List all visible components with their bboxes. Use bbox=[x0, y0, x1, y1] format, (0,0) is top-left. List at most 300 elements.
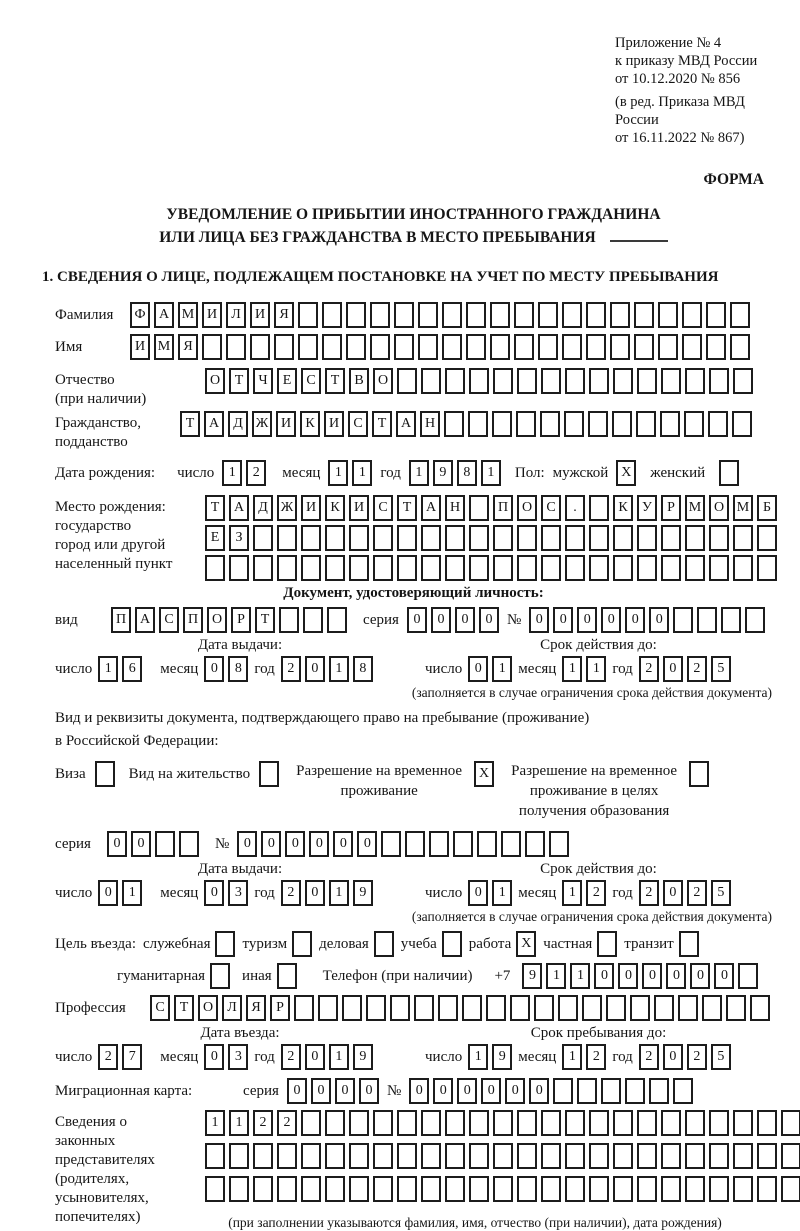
form-cell[interactable] bbox=[661, 1110, 681, 1136]
form-cell[interactable]: 1 bbox=[562, 880, 582, 906]
form-cell[interactable] bbox=[709, 1143, 729, 1169]
form-cell[interactable] bbox=[750, 995, 770, 1021]
form-cell[interactable] bbox=[493, 1176, 513, 1202]
form-cell[interactable] bbox=[229, 1143, 249, 1169]
form-cell[interactable] bbox=[661, 1176, 681, 1202]
form-cell[interactable] bbox=[325, 555, 345, 581]
form-cell[interactable] bbox=[349, 1176, 369, 1202]
form-cell[interactable] bbox=[325, 1143, 345, 1169]
form-cell[interactable]: 0 bbox=[131, 831, 151, 857]
form-cell[interactable] bbox=[373, 555, 393, 581]
form-cell[interactable]: П bbox=[111, 607, 131, 633]
form-cell[interactable]: 6 bbox=[122, 656, 142, 682]
form-cell[interactable]: А bbox=[135, 607, 155, 633]
form-cell[interactable] bbox=[298, 334, 318, 360]
form-cell[interactable] bbox=[730, 334, 750, 360]
form-cell[interactable]: Я bbox=[246, 995, 266, 1021]
form-cell[interactable] bbox=[706, 334, 726, 360]
form-cell[interactable]: 0 bbox=[663, 656, 683, 682]
form-cell[interactable]: Р bbox=[231, 607, 251, 633]
form-cell[interactable]: 0 bbox=[204, 1044, 224, 1070]
form-cell[interactable]: 0 bbox=[357, 831, 377, 857]
form-cell[interactable] bbox=[534, 995, 554, 1021]
form-cell[interactable]: М bbox=[685, 495, 705, 521]
form-cell[interactable]: Я bbox=[178, 334, 198, 360]
form-cell[interactable] bbox=[370, 334, 390, 360]
form-cell[interactable] bbox=[210, 963, 230, 989]
form-cell[interactable] bbox=[205, 1143, 225, 1169]
form-cell[interactable]: 0 bbox=[107, 831, 127, 857]
form-cell[interactable] bbox=[565, 368, 585, 394]
form-cell[interactable] bbox=[733, 1176, 753, 1202]
form-cell[interactable]: 0 bbox=[601, 607, 621, 633]
form-cell[interactable] bbox=[301, 1110, 321, 1136]
form-cell[interactable] bbox=[757, 1176, 777, 1202]
form-cell[interactable] bbox=[658, 302, 678, 328]
form-cell[interactable] bbox=[565, 1176, 585, 1202]
form-cell[interactable] bbox=[781, 1110, 800, 1136]
form-cell[interactable]: С bbox=[301, 368, 321, 394]
form-cell[interactable] bbox=[541, 1143, 561, 1169]
form-cell[interactable] bbox=[685, 555, 705, 581]
form-cell[interactable] bbox=[462, 995, 482, 1021]
form-cell[interactable]: 3 bbox=[228, 1044, 248, 1070]
form-cell[interactable] bbox=[442, 334, 462, 360]
form-cell[interactable] bbox=[301, 525, 321, 551]
form-cell[interactable] bbox=[541, 1110, 561, 1136]
form-cell[interactable] bbox=[541, 525, 561, 551]
form-cell[interactable] bbox=[541, 368, 561, 394]
form-cell[interactable]: О bbox=[709, 495, 729, 521]
form-cell[interactable] bbox=[366, 995, 386, 1021]
form-cell[interactable]: Д bbox=[228, 411, 248, 437]
form-cell[interactable]: 0 bbox=[642, 963, 662, 989]
form-cell[interactable] bbox=[253, 1143, 273, 1169]
form-cell[interactable]: 0 bbox=[309, 831, 329, 857]
form-cell[interactable]: К bbox=[325, 495, 345, 521]
form-cell[interactable] bbox=[685, 1110, 705, 1136]
form-cell[interactable]: 5 bbox=[711, 880, 731, 906]
form-cell[interactable]: 1 bbox=[122, 880, 142, 906]
form-cell[interactable]: 0 bbox=[237, 831, 257, 857]
form-cell[interactable] bbox=[514, 302, 534, 328]
form-cell[interactable] bbox=[540, 411, 560, 437]
form-cell[interactable]: 0 bbox=[455, 607, 475, 633]
form-cell[interactable]: 0 bbox=[529, 607, 549, 633]
form-cell[interactable] bbox=[374, 931, 394, 957]
form-cell[interactable]: 1 bbox=[229, 1110, 249, 1136]
form-cell[interactable]: 0 bbox=[577, 607, 597, 633]
form-cell[interactable] bbox=[565, 1143, 585, 1169]
form-cell[interactable] bbox=[702, 995, 722, 1021]
form-cell[interactable]: 1 bbox=[205, 1110, 225, 1136]
form-cell[interactable] bbox=[589, 555, 609, 581]
form-cell[interactable] bbox=[445, 555, 465, 581]
form-cell[interactable] bbox=[229, 555, 249, 581]
form-cell[interactable] bbox=[373, 1176, 393, 1202]
form-cell[interactable] bbox=[732, 411, 752, 437]
form-cell[interactable]: 1 bbox=[329, 656, 349, 682]
form-cell[interactable] bbox=[294, 995, 314, 1021]
form-cell[interactable] bbox=[721, 607, 741, 633]
form-cell[interactable]: 0 bbox=[457, 1078, 477, 1104]
form-cell[interactable]: X bbox=[474, 761, 494, 787]
form-cell[interactable]: 9 bbox=[353, 880, 373, 906]
form-cell[interactable] bbox=[613, 1110, 633, 1136]
form-cell[interactable]: 0 bbox=[594, 963, 614, 989]
form-cell[interactable] bbox=[493, 1110, 513, 1136]
form-cell[interactable] bbox=[757, 555, 777, 581]
form-cell[interactable]: 0 bbox=[311, 1078, 331, 1104]
form-cell[interactable] bbox=[346, 302, 366, 328]
form-cell[interactable]: О bbox=[205, 368, 225, 394]
form-cell[interactable]: 1 bbox=[468, 1044, 488, 1070]
form-cell[interactable]: О bbox=[373, 368, 393, 394]
form-cell[interactable]: 0 bbox=[553, 607, 573, 633]
form-cell[interactable]: Т bbox=[325, 368, 345, 394]
form-cell[interactable]: Л bbox=[226, 302, 246, 328]
form-cell[interactable] bbox=[325, 1110, 345, 1136]
form-cell[interactable]: Н bbox=[420, 411, 440, 437]
form-cell[interactable] bbox=[637, 1143, 657, 1169]
form-cell[interactable] bbox=[757, 525, 777, 551]
form-cell[interactable] bbox=[565, 1110, 585, 1136]
form-cell[interactable] bbox=[558, 995, 578, 1021]
form-cell[interactable]: 7 bbox=[122, 1044, 142, 1070]
form-cell[interactable] bbox=[501, 831, 521, 857]
form-cell[interactable]: С bbox=[159, 607, 179, 633]
form-cell[interactable]: 0 bbox=[305, 880, 325, 906]
form-cell[interactable] bbox=[397, 1110, 417, 1136]
form-cell[interactable]: Р bbox=[270, 995, 290, 1021]
form-cell[interactable] bbox=[658, 334, 678, 360]
form-cell[interactable] bbox=[517, 525, 537, 551]
form-cell[interactable] bbox=[493, 555, 513, 581]
form-cell[interactable]: Д bbox=[253, 495, 273, 521]
form-cell[interactable]: К bbox=[613, 495, 633, 521]
form-cell[interactable] bbox=[733, 368, 753, 394]
form-cell[interactable]: 0 bbox=[468, 880, 488, 906]
form-cell[interactable] bbox=[493, 1143, 513, 1169]
form-cell[interactable]: 3 bbox=[228, 880, 248, 906]
form-cell[interactable] bbox=[421, 1110, 441, 1136]
form-cell[interactable]: 9 bbox=[353, 1044, 373, 1070]
form-cell[interactable]: У bbox=[637, 495, 657, 521]
form-cell[interactable] bbox=[586, 302, 606, 328]
form-cell[interactable] bbox=[274, 334, 294, 360]
form-cell[interactable] bbox=[673, 1078, 693, 1104]
form-cell[interactable]: О bbox=[517, 495, 537, 521]
form-cell[interactable]: С bbox=[348, 411, 368, 437]
form-cell[interactable] bbox=[373, 525, 393, 551]
form-cell[interactable]: Я bbox=[274, 302, 294, 328]
form-cell[interactable]: 1 bbox=[570, 963, 590, 989]
form-cell[interactable] bbox=[349, 555, 369, 581]
form-cell[interactable] bbox=[453, 831, 473, 857]
form-cell[interactable] bbox=[445, 1143, 465, 1169]
form-cell[interactable]: И bbox=[349, 495, 369, 521]
form-cell[interactable] bbox=[253, 525, 273, 551]
form-cell[interactable] bbox=[612, 411, 632, 437]
form-cell[interactable]: 2 bbox=[639, 1044, 659, 1070]
form-cell[interactable]: 0 bbox=[305, 656, 325, 682]
form-cell[interactable]: Т bbox=[180, 411, 200, 437]
form-cell[interactable] bbox=[492, 411, 512, 437]
form-cell[interactable] bbox=[155, 831, 175, 857]
form-cell[interactable]: И bbox=[301, 495, 321, 521]
form-cell[interactable] bbox=[541, 555, 561, 581]
form-cell[interactable] bbox=[589, 525, 609, 551]
form-cell[interactable] bbox=[634, 302, 654, 328]
form-cell[interactable] bbox=[673, 607, 693, 633]
form-cell[interactable] bbox=[678, 995, 698, 1021]
form-cell[interactable]: 2 bbox=[687, 1044, 707, 1070]
form-cell[interactable]: 0 bbox=[431, 607, 451, 633]
form-cell[interactable] bbox=[277, 1143, 297, 1169]
form-cell[interactable]: А bbox=[154, 302, 174, 328]
form-cell[interactable] bbox=[445, 368, 465, 394]
form-cell[interactable] bbox=[601, 1078, 621, 1104]
form-cell[interactable] bbox=[613, 525, 633, 551]
form-cell[interactable]: Ф bbox=[130, 302, 150, 328]
form-cell[interactable]: 0 bbox=[409, 1078, 429, 1104]
form-cell[interactable]: С bbox=[150, 995, 170, 1021]
form-cell[interactable] bbox=[327, 607, 347, 633]
form-cell[interactable] bbox=[517, 1143, 537, 1169]
form-cell[interactable] bbox=[421, 1143, 441, 1169]
form-cell[interactable]: 1 bbox=[481, 460, 501, 486]
form-cell[interactable] bbox=[205, 1176, 225, 1202]
form-cell[interactable] bbox=[733, 525, 753, 551]
form-cell[interactable] bbox=[685, 368, 705, 394]
form-cell[interactable]: А bbox=[229, 495, 249, 521]
form-cell[interactable] bbox=[405, 831, 425, 857]
form-cell[interactable] bbox=[733, 1143, 753, 1169]
form-cell[interactable] bbox=[733, 1110, 753, 1136]
form-cell[interactable]: О bbox=[207, 607, 227, 633]
form-cell[interactable] bbox=[469, 495, 489, 521]
form-cell[interactable]: 0 bbox=[481, 1078, 501, 1104]
form-cell[interactable] bbox=[757, 1143, 777, 1169]
form-cell[interactable] bbox=[394, 334, 414, 360]
form-cell[interactable] bbox=[394, 302, 414, 328]
form-cell[interactable] bbox=[625, 1078, 645, 1104]
form-cell[interactable]: 0 bbox=[359, 1078, 379, 1104]
form-cell[interactable]: X bbox=[516, 931, 536, 957]
form-cell[interactable]: 1 bbox=[98, 656, 118, 682]
form-cell[interactable] bbox=[493, 368, 513, 394]
form-cell[interactable] bbox=[589, 368, 609, 394]
form-cell[interactable] bbox=[654, 995, 674, 1021]
form-cell[interactable] bbox=[685, 1143, 705, 1169]
form-cell[interactable]: 0 bbox=[407, 607, 427, 633]
form-cell[interactable] bbox=[745, 607, 765, 633]
form-cell[interactable] bbox=[477, 831, 497, 857]
form-cell[interactable] bbox=[538, 334, 558, 360]
form-cell[interactable] bbox=[689, 761, 709, 787]
form-cell[interactable]: 9 bbox=[522, 963, 542, 989]
form-cell[interactable]: 2 bbox=[277, 1110, 297, 1136]
form-cell[interactable] bbox=[445, 1176, 465, 1202]
form-cell[interactable] bbox=[661, 555, 681, 581]
form-cell[interactable] bbox=[445, 1110, 465, 1136]
form-cell[interactable] bbox=[438, 995, 458, 1021]
form-cell[interactable] bbox=[373, 1110, 393, 1136]
form-cell[interactable]: И bbox=[276, 411, 296, 437]
form-cell[interactable] bbox=[253, 1176, 273, 1202]
form-cell[interactable] bbox=[514, 334, 534, 360]
form-cell[interactable]: 0 bbox=[663, 1044, 683, 1070]
form-cell[interactable]: А bbox=[421, 495, 441, 521]
form-cell[interactable] bbox=[613, 368, 633, 394]
form-cell[interactable]: С bbox=[373, 495, 393, 521]
form-cell[interactable] bbox=[706, 302, 726, 328]
form-cell[interactable]: 8 bbox=[353, 656, 373, 682]
form-cell[interactable] bbox=[589, 1176, 609, 1202]
form-cell[interactable]: 0 bbox=[305, 1044, 325, 1070]
form-cell[interactable] bbox=[553, 1078, 573, 1104]
form-cell[interactable]: М bbox=[178, 302, 198, 328]
form-cell[interactable] bbox=[610, 334, 630, 360]
form-cell[interactable] bbox=[637, 525, 657, 551]
form-cell[interactable]: 1 bbox=[562, 1044, 582, 1070]
form-cell[interactable]: 0 bbox=[663, 880, 683, 906]
form-cell[interactable] bbox=[325, 525, 345, 551]
form-cell[interactable]: 0 bbox=[666, 963, 686, 989]
form-cell[interactable] bbox=[589, 1110, 609, 1136]
form-cell[interactable]: 2 bbox=[639, 656, 659, 682]
form-cell[interactable] bbox=[709, 525, 729, 551]
form-cell[interactable] bbox=[469, 1143, 489, 1169]
form-cell[interactable] bbox=[517, 555, 537, 581]
form-cell[interactable]: К bbox=[300, 411, 320, 437]
form-cell[interactable] bbox=[493, 525, 513, 551]
form-cell[interactable]: 0 bbox=[204, 656, 224, 682]
form-cell[interactable] bbox=[277, 963, 297, 989]
form-cell[interactable]: 2 bbox=[586, 1044, 606, 1070]
form-cell[interactable] bbox=[588, 411, 608, 437]
form-cell[interactable]: 1 bbox=[546, 963, 566, 989]
form-cell[interactable]: 9 bbox=[492, 1044, 512, 1070]
form-cell[interactable] bbox=[318, 995, 338, 1021]
form-cell[interactable] bbox=[95, 761, 115, 787]
form-cell[interactable]: 1 bbox=[409, 460, 429, 486]
form-cell[interactable]: 0 bbox=[468, 656, 488, 682]
form-cell[interactable] bbox=[685, 525, 705, 551]
form-cell[interactable]: 0 bbox=[505, 1078, 525, 1104]
form-cell[interactable]: 1 bbox=[329, 880, 349, 906]
form-cell[interactable] bbox=[421, 555, 441, 581]
form-cell[interactable] bbox=[215, 931, 235, 957]
form-cell[interactable] bbox=[301, 1176, 321, 1202]
form-cell[interactable] bbox=[298, 302, 318, 328]
form-cell[interactable]: В bbox=[349, 368, 369, 394]
form-cell[interactable] bbox=[253, 555, 273, 581]
form-cell[interactable]: 0 bbox=[479, 607, 499, 633]
form-cell[interactable]: 0 bbox=[333, 831, 353, 857]
form-cell[interactable] bbox=[205, 555, 225, 581]
form-cell[interactable] bbox=[733, 555, 753, 581]
form-cell[interactable]: 0 bbox=[98, 880, 118, 906]
form-cell[interactable]: М bbox=[154, 334, 174, 360]
form-cell[interactable]: 0 bbox=[690, 963, 710, 989]
form-cell[interactable] bbox=[726, 995, 746, 1021]
form-cell[interactable]: 0 bbox=[287, 1078, 307, 1104]
form-cell[interactable] bbox=[370, 302, 390, 328]
form-cell[interactable]: 5 bbox=[711, 656, 731, 682]
form-cell[interactable] bbox=[277, 525, 297, 551]
form-cell[interactable] bbox=[719, 460, 739, 486]
form-cell[interactable]: 1 bbox=[352, 460, 372, 486]
form-cell[interactable] bbox=[301, 1143, 321, 1169]
form-cell[interactable] bbox=[549, 831, 569, 857]
form-cell[interactable] bbox=[179, 831, 199, 857]
form-cell[interactable] bbox=[421, 525, 441, 551]
form-cell[interactable]: 2 bbox=[98, 1044, 118, 1070]
form-cell[interactable] bbox=[679, 931, 699, 957]
form-cell[interactable] bbox=[421, 1176, 441, 1202]
form-cell[interactable] bbox=[325, 1176, 345, 1202]
form-cell[interactable]: 0 bbox=[618, 963, 638, 989]
form-cell[interactable] bbox=[414, 995, 434, 1021]
form-cell[interactable]: Т bbox=[229, 368, 249, 394]
form-cell[interactable] bbox=[637, 1176, 657, 1202]
form-cell[interactable] bbox=[757, 1110, 777, 1136]
form-cell[interactable]: Ж bbox=[277, 495, 297, 521]
form-cell[interactable] bbox=[442, 931, 462, 957]
form-cell[interactable] bbox=[682, 334, 702, 360]
form-cell[interactable]: 8 bbox=[457, 460, 477, 486]
form-cell[interactable]: X bbox=[616, 460, 636, 486]
form-cell[interactable]: 0 bbox=[285, 831, 305, 857]
form-cell[interactable] bbox=[322, 302, 342, 328]
form-cell[interactable] bbox=[469, 1176, 489, 1202]
form-cell[interactable] bbox=[397, 1143, 417, 1169]
form-cell[interactable]: П bbox=[493, 495, 513, 521]
form-cell[interactable]: Р bbox=[661, 495, 681, 521]
form-cell[interactable] bbox=[637, 555, 657, 581]
form-cell[interactable] bbox=[279, 607, 299, 633]
form-cell[interactable]: 2 bbox=[586, 880, 606, 906]
form-cell[interactable]: З bbox=[229, 525, 249, 551]
form-cell[interactable] bbox=[697, 607, 717, 633]
form-cell[interactable] bbox=[349, 1143, 369, 1169]
form-cell[interactable] bbox=[637, 1110, 657, 1136]
form-cell[interactable] bbox=[565, 525, 585, 551]
form-cell[interactable] bbox=[637, 368, 657, 394]
form-cell[interactable]: 1 bbox=[492, 880, 512, 906]
form-cell[interactable] bbox=[226, 334, 246, 360]
form-cell[interactable] bbox=[685, 1176, 705, 1202]
form-cell[interactable]: 2 bbox=[687, 880, 707, 906]
form-cell[interactable]: 2 bbox=[281, 880, 301, 906]
form-cell[interactable]: Ч bbox=[253, 368, 273, 394]
form-cell[interactable]: 1 bbox=[222, 460, 242, 486]
form-cell[interactable] bbox=[490, 302, 510, 328]
form-cell[interactable]: 2 bbox=[687, 656, 707, 682]
form-cell[interactable] bbox=[564, 411, 584, 437]
form-cell[interactable] bbox=[418, 334, 438, 360]
form-cell[interactable] bbox=[562, 302, 582, 328]
form-cell[interactable]: 0 bbox=[649, 607, 669, 633]
form-cell[interactable]: 2 bbox=[281, 1044, 301, 1070]
form-cell[interactable]: 1 bbox=[328, 460, 348, 486]
form-cell[interactable] bbox=[397, 368, 417, 394]
form-cell[interactable]: 1 bbox=[329, 1044, 349, 1070]
form-cell[interactable]: Т bbox=[255, 607, 275, 633]
form-cell[interactable] bbox=[342, 995, 362, 1021]
form-cell[interactable]: 0 bbox=[261, 831, 281, 857]
